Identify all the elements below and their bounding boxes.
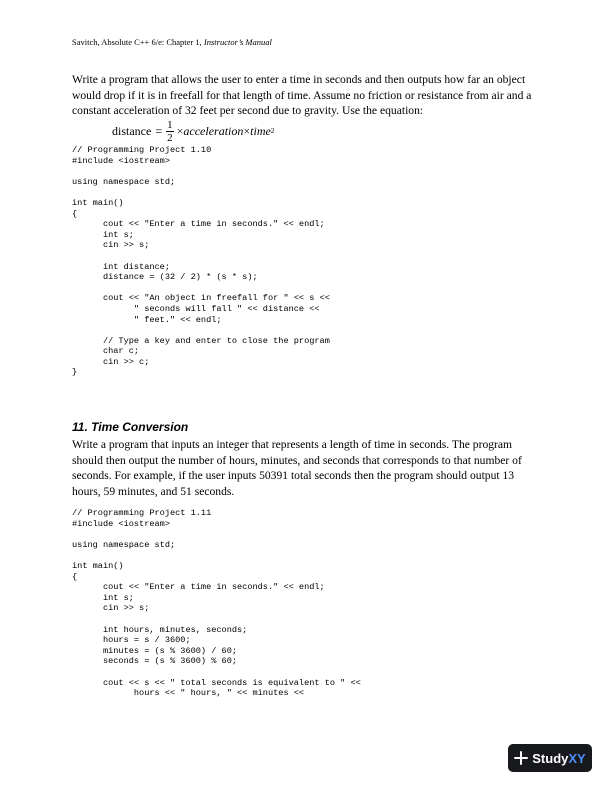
equation-time: time (250, 123, 271, 138)
badge-text-study: Study (532, 750, 569, 766)
equation-lhs: distance (112, 123, 152, 138)
plus-icon (514, 751, 528, 765)
equation-acceleration: acceleration (183, 123, 244, 138)
code-block-project-1-10: // Programming Project 1.10 #include <iostream> using namespace std; int main() { cout << "Enter a time in seconds." << endl; int s; cin >> s; int distance; distance = (32 / 2) * (s * s); cout << "An object in freefall for " << s << " seconds will fall " << distance << " feet." << endl; // Type a key and enter to close the program char c; cin >> c; } (72, 145, 330, 378)
studyxy-badge[interactable] (508, 744, 592, 772)
header-text: Savitch, Absolute C++ 6/e: Chapter 1, (72, 37, 204, 47)
section-paragraph: Write a program that inputs an integer that represents a length of time in seconds. The program should then output the number of hours, minutes, and seconds that corresponds to that number of seconds. For example, if the user inputs 50391 total seconds then the program should output 13 hours, 59 minutes, and 51 seconds. (72, 438, 522, 498)
page-header (72, 37, 272, 47)
header-italic: Instructor’s Manual (203, 37, 272, 47)
distance-equation (112, 118, 274, 144)
intro-paragraph: Write a program that allows the user to enter a time in seconds and then outputs how far an object would drop if it is in freefall for that length of time. Assume no friction or resistance from air and a constant acceleration of 32 feet per second due to gravity. Use the equation: (72, 73, 532, 118)
badge-text-xy: XY (568, 750, 586, 766)
equation-fraction (166, 119, 174, 144)
fraction-numerator: 1 (167, 118, 173, 131)
code-block-project-1-11: // Programming Project 1.11 #include <iostream> using namespace std; int main() { cout << "Enter a time in seconds." << endl; int s; cin >> s; int hours, minutes, seconds; hours = s / 3600; minutes = (s % 3600) / 60; seconds = (s % 3600) % 60; cout << s << " total seconds is equivalent to " << hours << " hours, " << minutes << (72, 508, 361, 699)
equation-equals: = (155, 123, 163, 138)
equation-times-1: × (176, 123, 184, 138)
section-heading: 11. Time Conversion (72, 420, 189, 434)
equation-times-2: × (243, 123, 251, 138)
fraction-denominator: 2 (167, 131, 173, 144)
equation-exponent: 2 (270, 127, 275, 135)
